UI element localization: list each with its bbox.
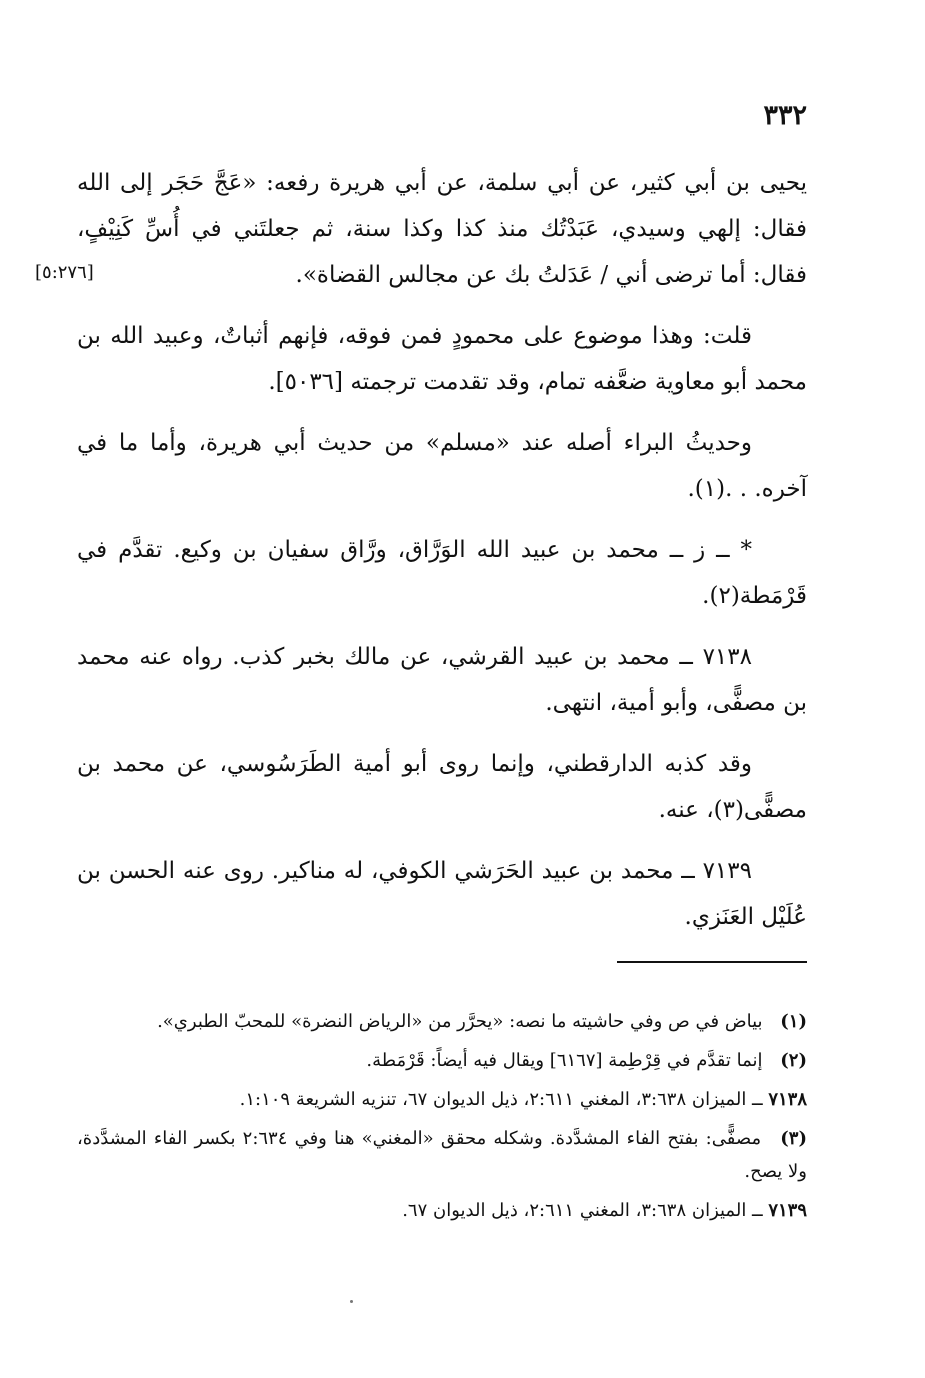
paragraph-hadith [35,160,807,298]
main-text [35,160,807,955]
paragraph-bara: وحديثُ البراء أصله عند «مسلم» من حديث أبي هريرة، وأما ما في آخره. . .(١). [77,430,807,502]
reference-number: ٧١٣٩ [768,1200,807,1221]
paragraph-warraq: * ــ ز ــ محمد بن عبيد الله الوَرَّاق، ورَّاق سفيان بن وكيع. تقدَّم في قَرْمَطة(٢). [77,537,807,609]
footnote-number: (١) [780,1011,807,1032]
footnote-text: مصفًّى: بفتح الفاء المشدَّدة. وشكله محقق «المغني» هنا وفي ٢:٦٣٤ بكسر الفاء المشدَّدة، ولا يصح. [77,1128,807,1182]
hadith-text-2: فقال: أما ترضى أني / عَدَلتُ بك عن مجالس القضاة». [295,262,807,288]
entry-7139: ٧١٣٩ ــ محمد بن عبيد الحَرَشي الكوفي، له مناكير. روى عنه الحسن بن عُلَيْل العَنَزي. [77,858,807,930]
entry-7138: ٧١٣٨ ــ محمد بن عبيد القرشي، عن مالك بخبر كذب. رواه عنه محمد بن مصفًّى، وأبو أمية، انتهى. [77,644,807,716]
paragraph-qultu: قلت: وهذا موضوع على محمودٍ فمن فوقه، فإنهم أثباتٌ، وعبيد الله بن محمد أبو معاوية ضعَّفه تمام، وقد تقدمت ترجمته [٥٠٣٦]. [77,323,807,395]
footnote-divider [617,961,807,963]
reference-7139 [77,1194,807,1227]
reference-7138 [77,1083,807,1116]
volume-page-marker: [٥:٢٧٦] [35,262,94,283]
footnotes [77,1005,807,1233]
footnote-number: (٣) [780,1128,807,1149]
paragraph-daraqutni: وقد كذبه الدارقطني، وإنما روى أبو أمية الطَرَسُوسي، عن محمد بن مصفًّى(٣)، عنه. [77,751,807,823]
reference-text: ــ الميزان ٣:٦٣٨، المغني ٢:٦١١، ذيل الديوان ٦٧، تنزيه الشريعة ١:١٠٩. [239,1089,763,1110]
footnote-1 [77,1005,807,1038]
footnote-number: (٢) [780,1050,807,1071]
footnote-text: بياض في ص وفي حاشيته ما نصه: «يحرَّر من «الرياض النضرة» للمحبّ الطبري». [157,1011,763,1032]
footnote-text: إنما تقدَّم في قِرْطِمة [٦١٦٧] ويقال فيه أيضاً: قَرْمَطة. [366,1050,763,1071]
footnote-3 [77,1122,807,1188]
reference-number: ٧١٣٨ [768,1089,807,1110]
scan-speck [350,1300,353,1303]
page-number: ٣٣٢ [763,100,807,131]
reference-text: ــ الميزان ٣:٦٣٨، المغني ٢:٦١١، ذيل الديوان ٦٧. [402,1200,763,1221]
footnote-2 [77,1044,807,1077]
hadith-text-1: يحيى بن أبي كثير، عن أبي سلمة، عن أبي هريرة رفعه: «عَجَّ حَجَر إلى الله فقال: إلهي وسيدي، عَبَدْتُك منذ كذا وكذا سنة، ثم جعلتَني في أُسِّ كَنِيْفٍ، [77,170,807,242]
